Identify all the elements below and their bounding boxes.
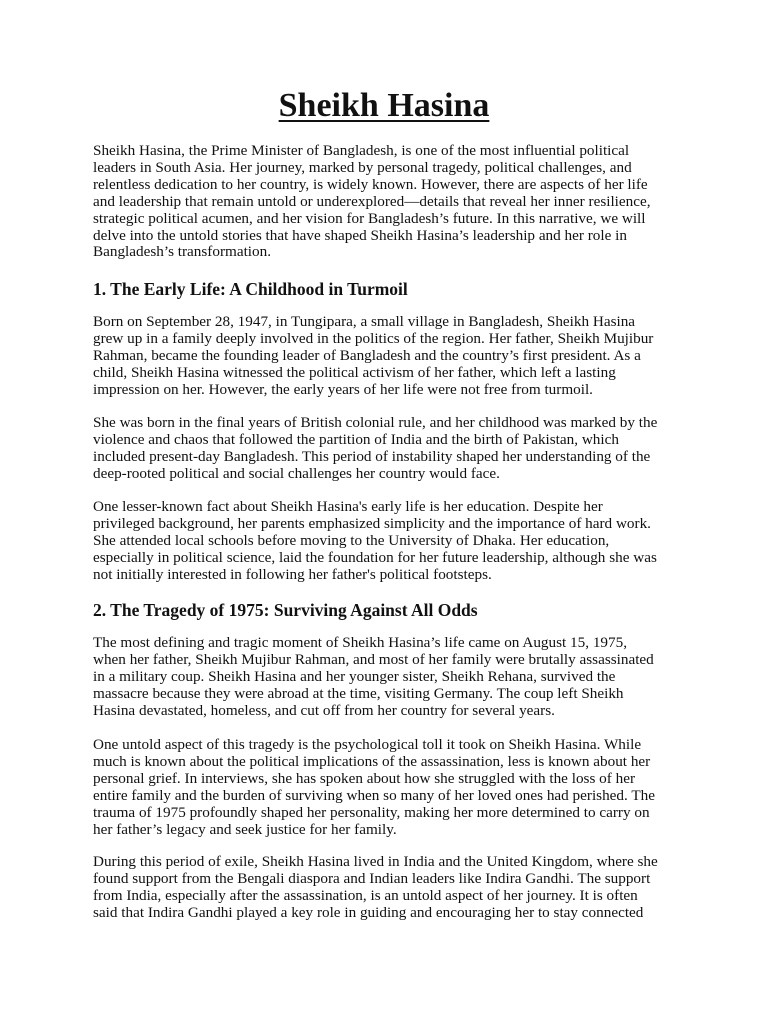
body-paragraph bbox=[93, 737, 683, 838]
body-paragraph bbox=[93, 314, 683, 399]
text-line: One untold aspect of this tragedy is the psychological toll it took on Sheikh Hasina. While bbox=[93, 736, 642, 753]
section-heading: 1. The Early Life: A Childhood in Turmoil bbox=[93, 279, 408, 299]
section-heading: 2. The Tragedy of 1975: Surviving Against All Odds bbox=[93, 600, 478, 620]
text-line: in a military coup. Sheikh Hasina and her younger sister, Sheikh Rehana, survived the bbox=[93, 667, 616, 685]
text-line: personal grief. In interviews, she has spoken about how she struggled with the loss of her bbox=[93, 769, 635, 787]
text-line: especially in political science, laid the foundation for her future leadership, although she was bbox=[93, 548, 657, 566]
text-line: privileged background, her parents emphasized simplicity and the importance of hard work. bbox=[93, 514, 651, 532]
text-line: During this period of exile, Sheikh Hasina lived in India and the United Kingdom, where she bbox=[93, 853, 658, 870]
text-line: deep-rooted political and social challenges her country would face. bbox=[93, 464, 500, 482]
text-line: and leadership that remain untold or underexplored—details that reveal her inner resilience, bbox=[93, 192, 651, 210]
body-paragraph bbox=[93, 499, 683, 584]
text-line: included present-day Bangladesh. This period of instability shaped her understanding of the bbox=[93, 447, 651, 465]
body-paragraph bbox=[93, 415, 683, 483]
text-line: entire family and the burden of surviving when so many of her loved ones had perished. The bbox=[93, 786, 655, 804]
body-paragraph bbox=[93, 854, 683, 922]
text-line: grew up in a family deeply involved in the politics of the region. Her father, Sheikh Mujibur bbox=[93, 329, 654, 347]
text-line: She attended local schools before moving to the University of Dhaka. Her education, bbox=[93, 531, 610, 549]
text-line: when her father, Sheikh Mujibur Rahman, and most of her family were brutally assassinated bbox=[93, 650, 654, 668]
text-line: impression on her. However, the early years of her life were not free from turmoil. bbox=[93, 380, 593, 398]
text-line: One lesser-known fact about Sheikh Hasina's early life is her education. Despite her bbox=[93, 498, 603, 515]
text-line: strategic political acumen, and her vision for Bangladesh’s future. In this narrative, we will bbox=[93, 209, 646, 227]
text-line: not initially interested in following her father's political footsteps. bbox=[93, 565, 492, 583]
document-title: Sheikh Hasina bbox=[278, 87, 490, 124]
text-line: The most defining and tragic moment of Sheikh Hasina’s life came on August 15, 1975, bbox=[93, 634, 627, 651]
text-line: trauma of 1975 profoundly shaped her personality, making her more determined to carry on bbox=[93, 803, 650, 821]
text-line: found support from the Bengali diaspora and Indian leaders like Indira Gandhi. The support bbox=[93, 869, 651, 887]
text-line: Sheikh Hasina, the Prime Minister of Bangladesh, is one of the most influential political bbox=[93, 142, 630, 159]
text-line: her father’s legacy and seek justice for her family. bbox=[93, 820, 397, 838]
text-line: massacre because they were abroad at the time, visiting Germany. The coup left Sheikh bbox=[93, 684, 624, 702]
intro-paragraph bbox=[93, 143, 683, 261]
body-paragraph bbox=[93, 635, 683, 720]
text-line: violence and chaos that followed the partition of India and the birth of Pakistan, which bbox=[93, 430, 619, 448]
text-line: much is known about the political implications of the assassination, less is known about her bbox=[93, 752, 651, 770]
text-line: said that Indira Gandhi played a key role in guiding and encouraging her to stay connected bbox=[93, 903, 644, 921]
text-line: relentless dedication to her country, is widely known. However, there are aspects of her life bbox=[93, 175, 648, 193]
text-line: delve into the untold stories that have shaped Sheikh Hasina’s leadership and her role in bbox=[93, 226, 627, 244]
text-line: Hasina devastated, homeless, and cut off from her country for several years. bbox=[93, 701, 555, 719]
text-line: leaders in South Asia. Her journey, marked by personal tragedy, political challenges, and bbox=[93, 158, 632, 176]
text-line: She was born in the final years of British colonial rule, and her childhood was marked by the bbox=[93, 414, 658, 431]
text-line: Bangladesh’s transformation. bbox=[93, 243, 271, 261]
text-line: from India, especially after the assassination, is an untold aspect of her journey. It is often bbox=[93, 886, 638, 904]
text-line: Rahman, became the founding leader of Bangladesh and the country’s first president. As a bbox=[93, 346, 641, 364]
text-line: child, Sheikh Hasina witnessed the political activism of her father, which left a lasting bbox=[93, 363, 616, 381]
text-line: Born on September 28, 1947, in Tungipara, a small village in Bangladesh, Sheikh Hasina bbox=[93, 313, 636, 330]
